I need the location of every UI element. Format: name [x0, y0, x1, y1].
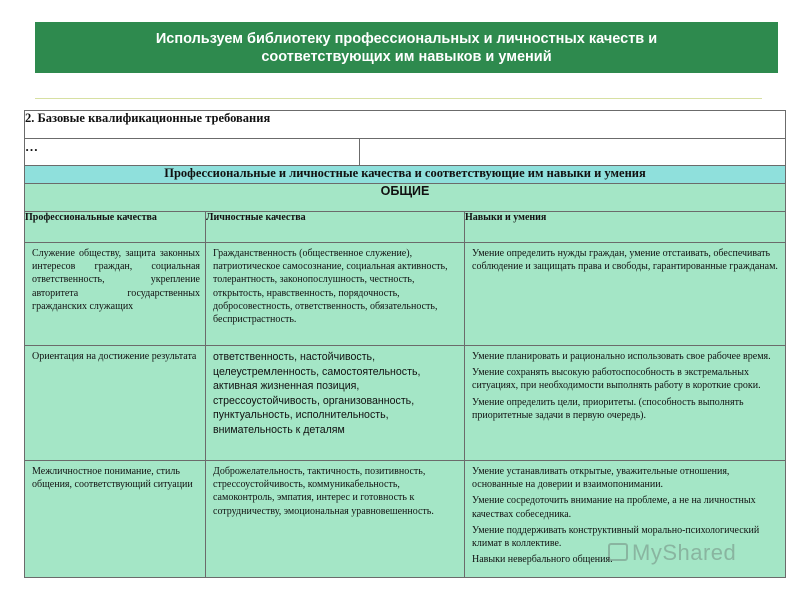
general-label: ОБЩИЕ [25, 184, 786, 212]
skills-cell [465, 346, 785, 422]
skill-item: Умение устанавливать открытые, уважительные отношения, основанные на доверии и взаимопонимании. [472, 466, 730, 491]
skill-item: Умение планировать и рационально использовать свое рабочее время. [472, 351, 771, 362]
ellipsis-cell: … [25, 139, 360, 166]
column-header-skills: Навыки и умения [465, 212, 786, 243]
divider-line [35, 98, 762, 99]
section-title-row [25, 111, 786, 139]
slide-title-banner [35, 22, 778, 73]
personal-quality-cell: Гражданственность (общественное служение), патриотическое самосознание, социальная активность, толерантность, законопослушность, честность, открытость, нравственность, порядочность, добросовестность, ответственность, обязательность, беспристрастность. [213, 248, 448, 326]
skill-item: Умение сохранять высокую работоспособность в экстремальных ситуациях, при необходимости выполнять работу в короткие сроки. [472, 367, 761, 392]
slide-title-line-1: Используем библиотеку профессиональных и личностных качеств и [155, 30, 658, 47]
qualification-table [24, 110, 786, 578]
skill-item: Умение определить нужды граждан, умение отстаивать, обеспечивать соблюдение и защищать права и свободы, гарантированные гражданам. [472, 248, 778, 273]
skill-item: Умение сосредоточить внимание на проблеме, а не на личностных качествах собеседника. [472, 495, 756, 520]
table-row [25, 346, 786, 461]
table-row [25, 243, 786, 346]
column-header-professional: Профессиональные качества [25, 212, 206, 243]
personal-quality-cell: ответственность, настойчивость, целеустремленность, самостоятельность, активная жизненная позиция, стрессоустойчивость, организованность, пунктуальность, исполнительность, внимательность к деталям [213, 351, 421, 436]
heading-row [25, 166, 786, 184]
skill-item: Умение поддерживать конструктивный морально-психологический климат в коллективе. [472, 524, 760, 550]
watermark [608, 540, 736, 566]
professional-quality-cell: Межличностное понимание, стиль общения, соответствующий ситуации [32, 466, 193, 491]
watermark-text: MyShared [632, 540, 737, 565]
skills-cell [465, 243, 785, 273]
general-row [25, 184, 786, 212]
table-heading: Профессиональные и личностные качества и соответствующие им навыки и умения [25, 166, 786, 184]
personal-quality-cell: Доброжелательность, тактичность, позитивность, стрессоустойчивость, коммуникабельность, самоконтроль, эмпатия, интерес и готовность к сотрудничеству, эмоциональная уравновешенность. [213, 466, 434, 517]
slide-title-line-2: соответствующих им навыков и умений [261, 48, 552, 65]
section-title: 2. Базовые квалификационные требования [25, 111, 786, 139]
professional-quality-cell: Служение обществу, защита законных интересов граждан, социальная ответственность, укрепление авторитета государственных гражданских служащих [32, 248, 200, 312]
column-header-personal: Личностные качества [206, 212, 465, 243]
ellipsis-row [25, 139, 786, 166]
empty-cell [360, 139, 786, 166]
professional-quality-cell: Ориентация на достижение результата [32, 351, 197, 362]
skill-item: Умение определить цели, приоритеты. (способность выполнять приоритетные задачи в первую очередь). [472, 396, 744, 421]
skill-item: Навыки невербального общения. [472, 554, 613, 566]
presentation-icon [608, 543, 628, 561]
column-header-row [25, 212, 786, 243]
